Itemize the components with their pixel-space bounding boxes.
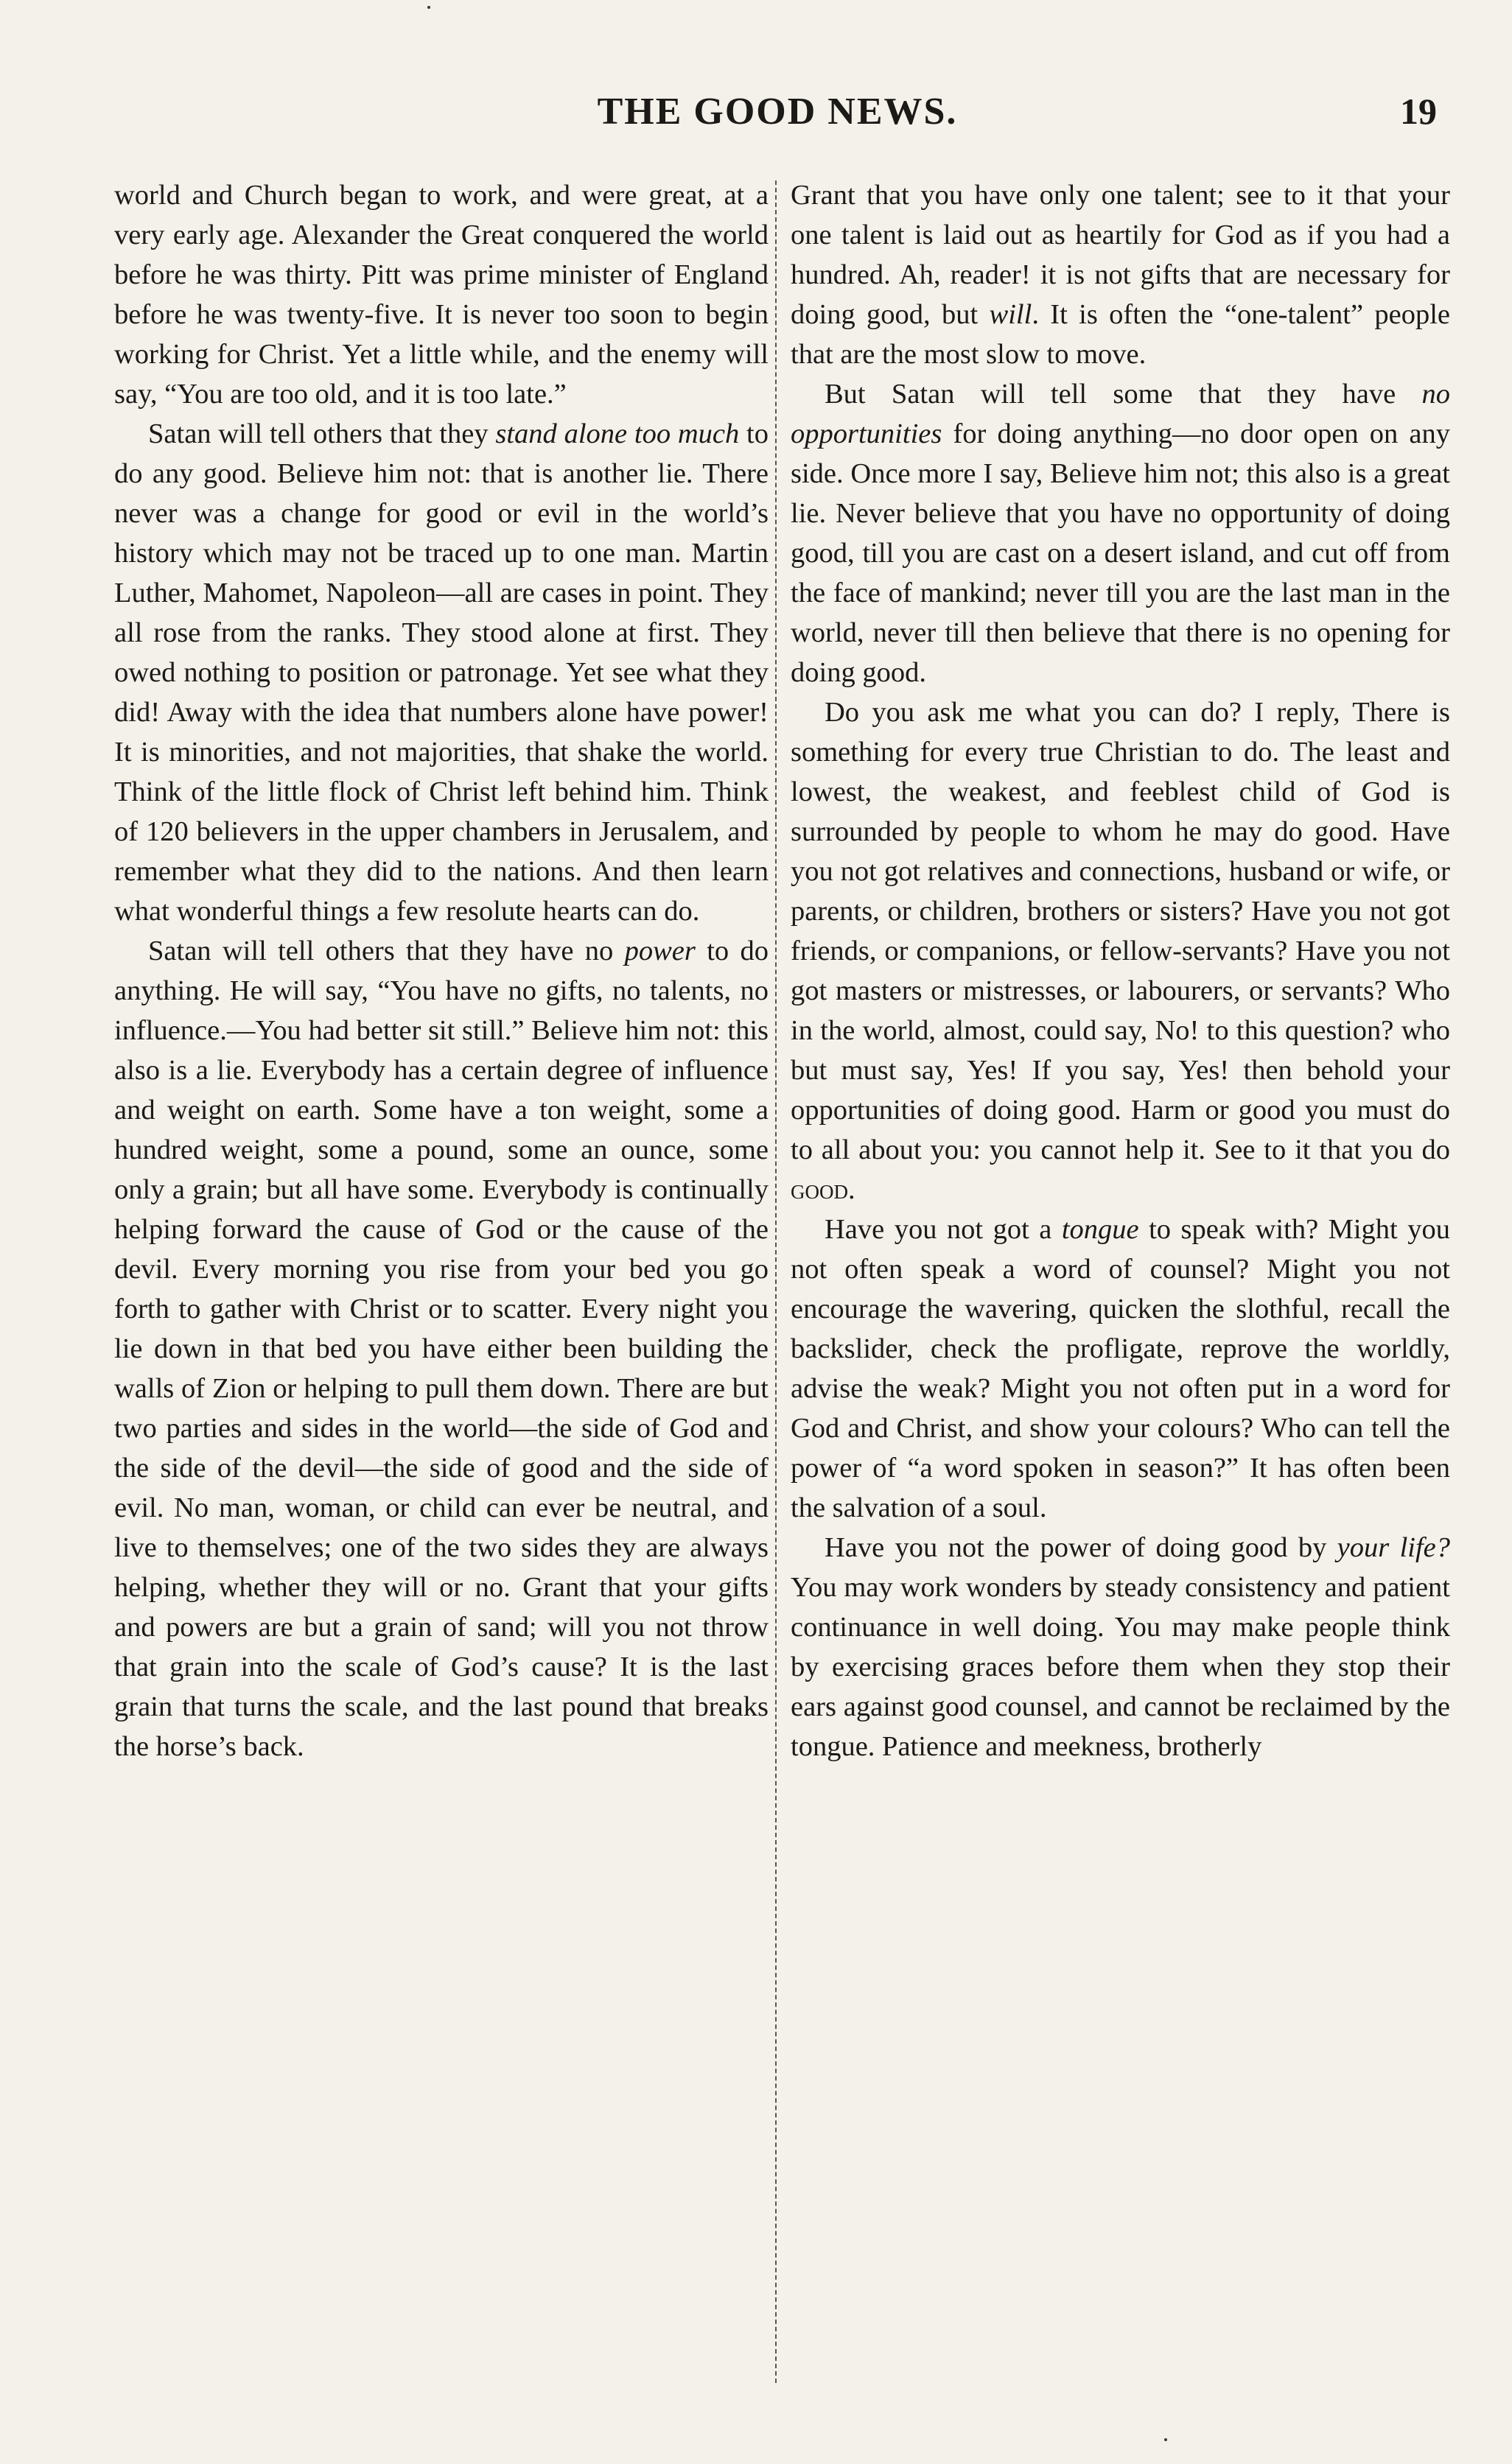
page-number: 19 [1400,91,1437,132]
ink-speck [1164,2438,1167,2441]
right-column [791,175,1450,1766]
page-header [111,90,1444,141]
paragraph: Do you ask me what you can do? I reply, There is something for every true Christian to do. The least and lowest, the weakest, and feeblest child of God is surrounded by people to whom he may do good. Have you not got relatives and connections, husband or wife, or parents, or children, brothers or sisters? Have you not got friends, or companions, or fellow-servants? Have you not got masters or mistresses, or labourers, or servants? Who in the world, almost, could say, No! to this question? who but must say, Yes! If you say, Yes! then behold your opportunities of doing good. Harm or good you must do to all about you: you cannot help it. See to it that you do good. [791,697,1450,1205]
paragraph: Have you not got a tongue to speak with? Might you not often speak a word of counsel? Might you not encourage the wavering, quicken the slothful, recall the backslider, check the profligate, reprove the worldly, advise the weak? Might you not often put in a word for God and Christ, and show your colours? Who can tell the power of “a word spoken in season?” It has often been the salvation of a soul. [791,1214,1450,1523]
column-divider [775,180,777,2383]
paragraph: world and Church began to work, and were great, at a very early age. Alexander the Great conquered the world before he was thirty. Pitt was prime minister of England before he was twenty-five. It is never too soon to begin working for Christ. Yet a little while, and the enemy will say, “You are too old, and it is too late.” [114,180,769,410]
paragraph: Grant that you have only one talent; see to it that your one talent is laid out as heartily for God as if you had a hundred. Ah, reader! it is not gifts that are necessary for doing good, but will. It is often the “one-talent” people that are the most slow to move. [791,180,1450,370]
paragraph: Have you not the power of doing good by your life? You may work wonders by steady consistency and patient continuance in well doing. You may make people think by exercising graces before them when they stop their ears against good counsel, and cannot be reclaimed by the tongue. Patience and meekness, brotherly [791,1532,1451,1762]
paragraph: But Satan will tell some that they have no opportunities for doing anything—no door open on any side. Once more I say, Believe him not; this also is a great lie. Never believe that you have no opportunity of doing good, till you are cast on a desert island, and cut off from the face of mankind; never till you are the last man in the world, never till then believe that there is no opening for doing good. [791,379,1450,688]
ink-speck [427,6,430,9]
running-title: THE GOOD NEWS. [597,91,958,133]
paragraph: Satan will tell others that they stand alone too much to do any good. Believe him not: that is another lie. There never was a change for good or evil in the world’s history which may not be traced up to one man. Martin Luther, Mahomet, Napoleon—all are cases in point. They all rose from the ranks. They stood alone at first. They owed nothing to position or patronage. Yet see what they did! Away with the idea that numbers alone have power! It is minorities, and not majorities, that shake the world. Think of the little flock of Christ left behind him. Think of 120 believers in the upper chambers in Jerusalem, and remember what they did to the nations. And then learn what wonderful things a few resolute hearts can do. [114,418,769,927]
paragraph: Satan will tell others that they have no power to do anything. He will say, “You have no gifts, no talents, no influence.—You had better sit still.” Believe him not: this also is a lie. Everybody has a certain degree of influence and weight on earth. Some have a ton weight, some a hundred weight, some a pound, some an ounce, some only a grain; but all have some. Everybody is continually helping forward the cause of God or the cause of the devil. Every morning you rise from your bed you go forth to gather with Christ or to scatter. Every night you lie down in that bed you have either been building the walls of Zion or helping to pull them down. There are but two parties and sides in the world—the side of God and the side of the devil—the side of good and the side of evil. No man, woman, or child can ever be neutral, and live to themselves; one of the two sides they are always helping, whether they will or no. Grant that your gifts and powers are but a grain of sand; will you not throw that grain into the scale of God’s cause? It is the last grain that turns the scale, and the last pound that breaks the horse’s back. [114,936,769,1762]
left-column [114,175,769,1766]
